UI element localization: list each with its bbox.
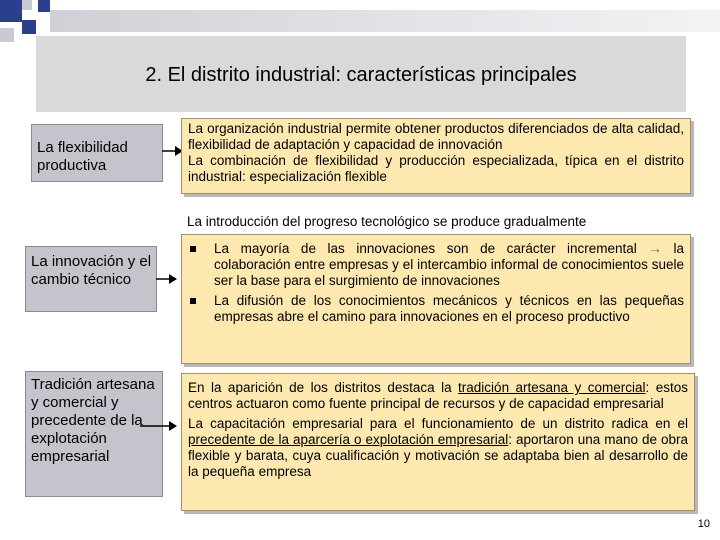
header-gradient-bar <box>50 10 720 32</box>
flexibility-text-2: La combinación de flexibilidad y producción especializada, típica en el distrito industrial: especialización flexible <box>188 153 684 184</box>
text-box-innovation <box>181 234 691 364</box>
tradition-text-2-underlined: precedente de la aparcería o explotación empresarial <box>188 432 509 447</box>
bullet-item <box>188 293 684 325</box>
page-title: 2. El distrito industrial: características principales <box>145 64 577 86</box>
label-flexibility <box>31 124 163 182</box>
decor-square <box>0 0 22 22</box>
flexibility-text-1: La organización industrial permite obtener productos diferenciados de alta calidad, flexibilidad de adaptación y capacidad de innovación <box>188 121 684 152</box>
label-innovation-text: La innovación y el cambio técnico <box>31 253 152 288</box>
title-box <box>36 36 686 112</box>
decor-square <box>38 0 50 12</box>
bullet-square-icon <box>190 298 196 304</box>
label-tradition-text: Tradición artesana y comercial y precedente de la explotación empresarial <box>31 376 155 465</box>
tradition-paragraph-1 <box>188 380 688 412</box>
innovation-bullet-2: La difusión de los conocimientos mecánicos y técnicos en las pequeñas empresas abre el camino para innovaciones en el proceso productivo <box>214 293 684 324</box>
tradition-text-1-underlined: tradición artesana y comercial <box>458 380 646 395</box>
green-arrow-icon: → <box>648 241 662 256</box>
label-tradition <box>25 371 163 497</box>
innovation-bullet-1a: La mayoría de las innovaciones son de carácter incremental <box>214 241 637 256</box>
bullet-item <box>188 241 684 289</box>
tradition-text-1a: En la aparición de los distritos destaca la <box>188 380 459 395</box>
tradition-text-2b: : aportaron una mano de obra flexible y barata, cuya cualificación y motivación se adaptaba bien al desarrollo de la pequeña empresa <box>188 432 688 479</box>
text-box-flexibility <box>181 118 691 194</box>
decor-square <box>22 0 32 10</box>
innovation-bullet-1b: la colaboración entre empresas y el intercambio informal de conocimientos suele ser la base para el surgimiento de innovaciones <box>214 241 684 288</box>
decor-square <box>0 28 14 42</box>
label-flexibility-text: La flexibilidad productiva <box>37 139 128 174</box>
tradition-text-1b: : estos centros actuaron como fuente principal de recursos y de capacidad empresarial <box>188 380 688 411</box>
arrow-right-icon <box>140 419 178 433</box>
tradition-paragraph-2 <box>188 416 688 480</box>
page-number: 10 <box>697 518 710 530</box>
innovation-intro: La introducción del progreso tecnológico se produce gradualmente <box>187 214 587 229</box>
label-innovation <box>25 246 157 312</box>
tradition-text-2a: La capacitación empresarial para el funcionamiento de un distrito radica en el <box>188 416 688 431</box>
text-box-tradition <box>181 373 695 511</box>
decor-square <box>22 20 36 34</box>
bullet-square-icon <box>190 246 196 252</box>
arrow-right-icon <box>156 272 178 286</box>
